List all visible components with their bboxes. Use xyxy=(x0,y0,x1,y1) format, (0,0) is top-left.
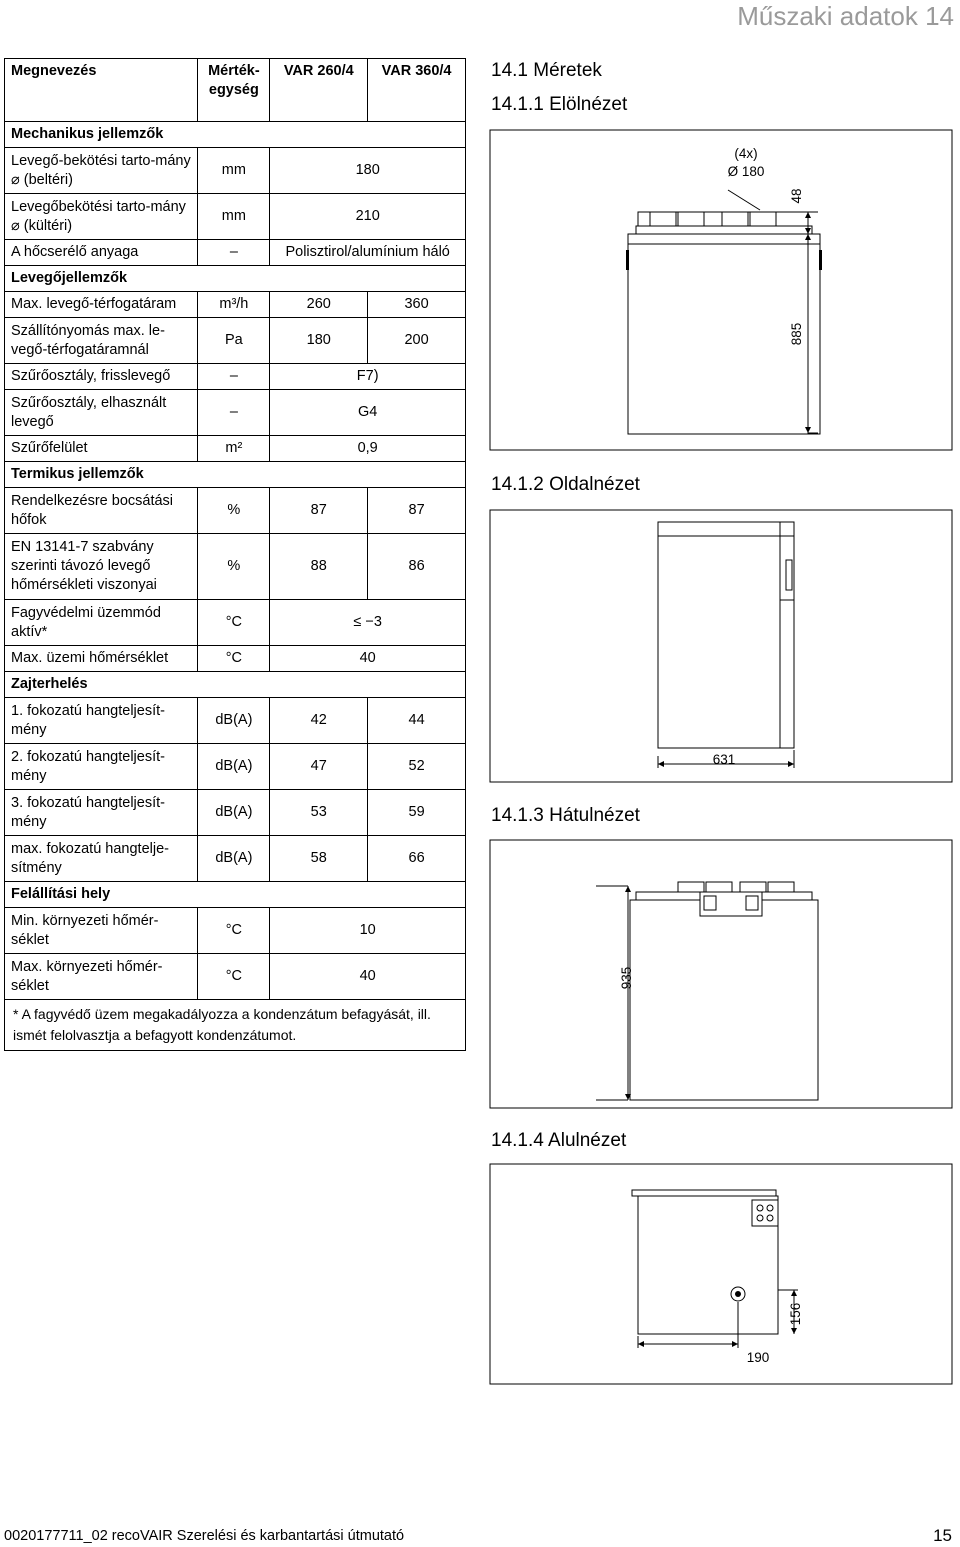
row-unit: dB(A) xyxy=(198,790,270,836)
bottom-width-label: 190 xyxy=(746,1350,770,1365)
duct-stub xyxy=(740,882,766,892)
row-value: Polisztirol/alumínium háló xyxy=(270,240,466,266)
duct-stub xyxy=(678,212,704,226)
rear-view-drawing xyxy=(488,830,958,1110)
section-row xyxy=(5,672,466,698)
footer-document: 0020177711_02 recoVAIR Szerelési és karbantartási útmutató xyxy=(4,1528,405,1544)
table-row xyxy=(5,646,466,672)
row-value-360: 360 xyxy=(368,292,466,318)
table-row xyxy=(5,954,466,1000)
row-unit: – xyxy=(198,390,270,436)
row-unit: % xyxy=(198,488,270,534)
diameter-count-label: (4x) xyxy=(734,146,758,161)
table-row xyxy=(5,790,466,836)
chapter-title: Műszaki adatok 14 xyxy=(737,1,954,31)
footnote-row xyxy=(5,1000,466,1051)
table-row xyxy=(5,534,466,600)
row-unit: °C xyxy=(198,954,270,1000)
bottom-view-drawing xyxy=(488,1162,958,1387)
row-value-360: 86 xyxy=(368,534,466,600)
duct-collar xyxy=(636,226,812,234)
heading-rear-view: 14.1.3 Hátulnézet xyxy=(491,805,640,826)
row-value-360: 87 xyxy=(368,488,466,534)
duct-stub xyxy=(768,882,794,892)
rear-height-label: 935 xyxy=(619,966,634,990)
row-unit: m³/h xyxy=(198,292,270,318)
row-value-360: 59 xyxy=(368,790,466,836)
row-unit: °C xyxy=(198,908,270,954)
table-row xyxy=(5,364,466,390)
col-var360: VAR 360/4 xyxy=(368,59,466,122)
section-site: Felállítási hely xyxy=(5,882,466,908)
table-row xyxy=(5,318,466,364)
connector-port xyxy=(746,896,758,910)
row-unit: m² xyxy=(198,436,270,462)
duct-stub xyxy=(650,212,676,226)
heading-side-view: 14.1.2 Oldalnézet xyxy=(491,474,640,495)
duct-stub xyxy=(750,212,776,226)
duct-stub xyxy=(678,882,704,892)
side-width-label: 631 xyxy=(712,752,736,767)
section-air: Levegőjellemzők xyxy=(5,266,466,292)
technical-data-table xyxy=(4,58,466,1051)
row-value: ≤ −3 xyxy=(270,600,466,646)
row-label: 2. fokozatú hangteljesít-mény xyxy=(5,744,198,790)
table-row xyxy=(5,390,466,436)
section-row xyxy=(5,462,466,488)
row-value-360: 44 xyxy=(368,698,466,744)
height-label: 885 xyxy=(789,322,804,346)
row-label: max. fokozatú hangtelje-sítmény xyxy=(5,836,198,882)
side-view-drawing xyxy=(488,500,958,785)
col-name: Megnevezés xyxy=(5,59,198,122)
duct-stub xyxy=(722,212,748,226)
front-view-drawing xyxy=(488,120,958,455)
diameter-leader xyxy=(728,190,760,210)
table-row xyxy=(5,698,466,744)
table-row xyxy=(5,148,466,194)
table-row xyxy=(5,488,466,534)
row-value: 180 xyxy=(270,148,466,194)
row-value: F7) xyxy=(270,364,466,390)
row-label: Max. környezeti hőmér-séklet xyxy=(5,954,198,1000)
section-mechanical: Mechanikus jellemzők xyxy=(5,122,466,148)
heading-bottom-view: 14.1.4 Alulnézet xyxy=(491,1130,627,1151)
connector-port xyxy=(704,896,716,910)
arrow-icon xyxy=(791,1290,797,1296)
row-value-360: 52 xyxy=(368,744,466,790)
footnote: * A fagyvédő üzem megakadályozza a kondenzátum befagyását, ill. ismét felolvasztja a befagyott kondenzátumot. xyxy=(5,1000,466,1051)
row-label: Szűrőfelület xyxy=(5,436,198,462)
row-value: 10 xyxy=(270,908,466,954)
col-unit: Mérték-egység xyxy=(198,59,270,122)
row-value-260: 42 xyxy=(270,698,368,744)
row-label: Levegőbekötési tarto-mány ⌀ (kültéri) xyxy=(5,194,198,240)
row-value: G4 xyxy=(270,390,466,436)
table-row xyxy=(5,908,466,954)
side-handle xyxy=(786,560,792,590)
row-label: 3. fokozatú hangteljesít-mény xyxy=(5,790,198,836)
row-value-260: 87 xyxy=(270,488,368,534)
section-row xyxy=(5,122,466,148)
row-value-260: 180 xyxy=(270,318,368,364)
page-number: 15 xyxy=(933,1526,952,1545)
condensate-outlet-center xyxy=(735,1291,741,1297)
heading-dimensions: 14.1 Méretek xyxy=(491,60,602,81)
row-unit: mm xyxy=(198,148,270,194)
row-unit: Pa xyxy=(198,318,270,364)
arrow-icon xyxy=(788,761,794,767)
table-row xyxy=(5,836,466,882)
diameter-label: Ø 180 xyxy=(727,164,765,179)
row-unit: – xyxy=(198,240,270,266)
heading-front-view: 14.1.1 Elölnézet xyxy=(491,94,628,115)
row-label: Min. környezeti hőmér-séklet xyxy=(5,908,198,954)
row-value-360: 66 xyxy=(368,836,466,882)
arrow-icon xyxy=(625,886,631,892)
table-row xyxy=(5,194,466,240)
row-label: Szállítónyomás max. le-vegő-térfogatáramnál xyxy=(5,318,198,364)
row-label: Levegő-bekötési tarto-mány ⌀ (beltéri) xyxy=(5,148,198,194)
row-unit: °C xyxy=(198,600,270,646)
section-row xyxy=(5,266,466,292)
row-label: Szűrőosztály, frisslevegő xyxy=(5,364,198,390)
table-row xyxy=(5,240,466,266)
arrow-icon xyxy=(791,1328,797,1334)
row-value-260: 58 xyxy=(270,836,368,882)
rear-unit-body xyxy=(630,900,818,1100)
arrow-icon xyxy=(732,1341,738,1347)
table-row xyxy=(5,292,466,318)
section-noise: Zajterhelés xyxy=(5,672,466,698)
section-thermal: Termikus jellemzők xyxy=(5,462,466,488)
row-value-260: 88 xyxy=(270,534,368,600)
bottom-height-label: 156 xyxy=(788,1302,803,1326)
page-header xyxy=(0,0,960,38)
row-label: 1. fokozatú hangteljesít-mény xyxy=(5,698,198,744)
duct-stub xyxy=(706,882,732,892)
row-value: 0,9 xyxy=(270,436,466,462)
row-value: 40 xyxy=(270,954,466,1000)
row-label: Max. üzemi hőmérséklet xyxy=(5,646,198,672)
col-var260: VAR 260/4 xyxy=(270,59,368,122)
row-unit: dB(A) xyxy=(198,836,270,882)
bottom-connector-box xyxy=(752,1200,778,1226)
row-value: 210 xyxy=(270,194,466,240)
row-value-260: 47 xyxy=(270,744,368,790)
row-label: A hőcserélő anyaga xyxy=(5,240,198,266)
side-unit-body xyxy=(658,522,794,748)
row-value-260: 260 xyxy=(270,292,368,318)
row-value-260: 53 xyxy=(270,790,368,836)
row-unit: dB(A) xyxy=(198,744,270,790)
row-unit: % xyxy=(198,534,270,600)
row-unit: mm xyxy=(198,194,270,240)
top-offset-label: 48 xyxy=(789,188,804,204)
section-row xyxy=(5,882,466,908)
arrow-icon xyxy=(658,761,664,767)
row-value: 40 xyxy=(270,646,466,672)
arrow-icon xyxy=(638,1341,644,1347)
row-label: EN 13141-7 szabvány szerinti távozó levegő hőmérsékleti viszonyai xyxy=(5,534,198,600)
row-label: Fagyvédelmi üzemmód aktív* xyxy=(5,600,198,646)
row-label: Szűrőosztály, elhasznált levegő xyxy=(5,390,198,436)
front-hinge xyxy=(819,250,822,270)
table-row xyxy=(5,744,466,790)
front-hinge xyxy=(626,250,629,270)
row-label: Max. levegő-térfogatáram xyxy=(5,292,198,318)
row-value-360: 200 xyxy=(368,318,466,364)
row-unit: – xyxy=(198,364,270,390)
row-unit: dB(A) xyxy=(198,698,270,744)
table-row xyxy=(5,436,466,462)
row-unit: °C xyxy=(198,646,270,672)
row-label: Rendelkezésre bocsátási hőfok xyxy=(5,488,198,534)
table-row xyxy=(5,600,466,646)
bottom-edge xyxy=(632,1190,776,1196)
table-header-row xyxy=(5,59,466,122)
